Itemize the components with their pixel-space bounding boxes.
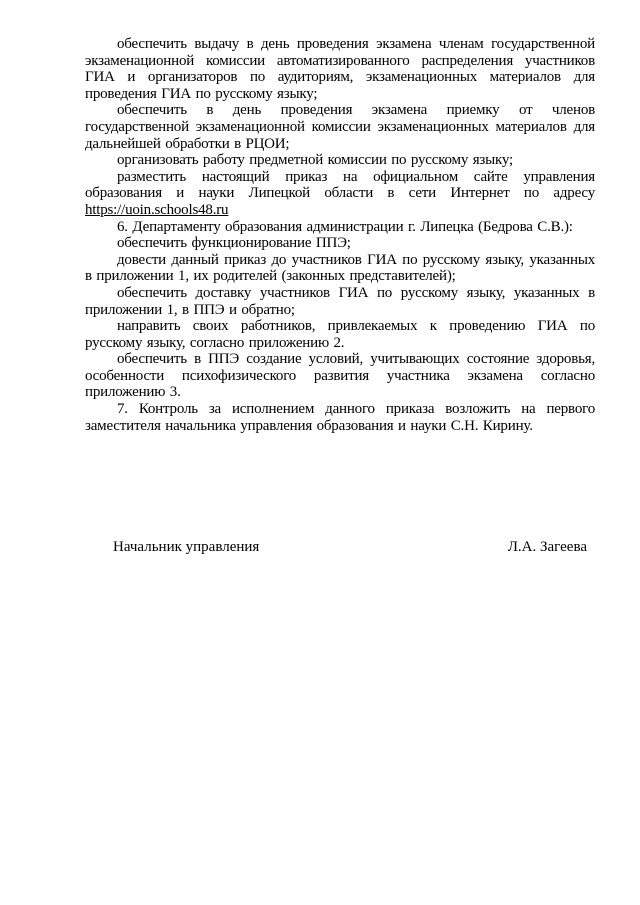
paragraph-10: обеспечить в ППЭ создание условий, учитывающих состояние здоровья, особенности психофизического развития участника экзамена согласно приложению 3.: [85, 351, 595, 401]
paragraph-11: 7. Контроль за исполнением данного приказа возложить на первого заместителя начальника управления образования и науки С.Н. Кирину.: [85, 401, 595, 434]
document-body: [85, 36, 595, 434]
paragraph-9: направить своих работников, привлекаемых к проведению ГИА по русскому языку, согласно приложению 2.: [85, 318, 595, 351]
paragraph-1: обеспечить выдачу в день проведения экзамена членам государственной экзаменационной комиссии автоматизированного распределения участников ГИА и организаторов по аудиториям, экзаменационных материалов для проведения ГИА по русскому языку;: [85, 36, 595, 102]
paragraph-3: организовать работу предметной комиссии по русскому языку;: [117, 152, 513, 169]
paragraph-4: [85, 169, 595, 219]
signatory-title: Начальник управления: [113, 539, 260, 555]
paragraph-2: обеспечить в день проведения экзамена приемку от членов государственной экзаменационной комиссии экзаменационных материалов для дальнейшей обработки в РЦОИ;: [85, 102, 595, 152]
paragraph-5: 6. Департаменту образования администрации г. Липецка (Бедрова С.В.):: [117, 218, 573, 235]
paragraph-7: довести данный приказ до участников ГИА по русскому языку, указанных в приложении 1, их родителей (законных представителей);: [85, 251, 595, 285]
paragraph-6: обеспечить функционирование ППЭ;: [117, 235, 351, 252]
site-link[interactable]: https://uoin.schools48.ru: [85, 201, 229, 218]
paragraph-8: обеспечить доставку участников ГИА по русскому языку, указанных в приложении 1, в ППЭ и обратно;: [85, 284, 595, 318]
signatory-name: Л.А. Загеева: [507, 539, 587, 555]
paragraph-4-text: разместить настоящий приказ на официальном сайте управления образования и науки Липецкой области в сети Интернет по адресу: [85, 168, 595, 202]
